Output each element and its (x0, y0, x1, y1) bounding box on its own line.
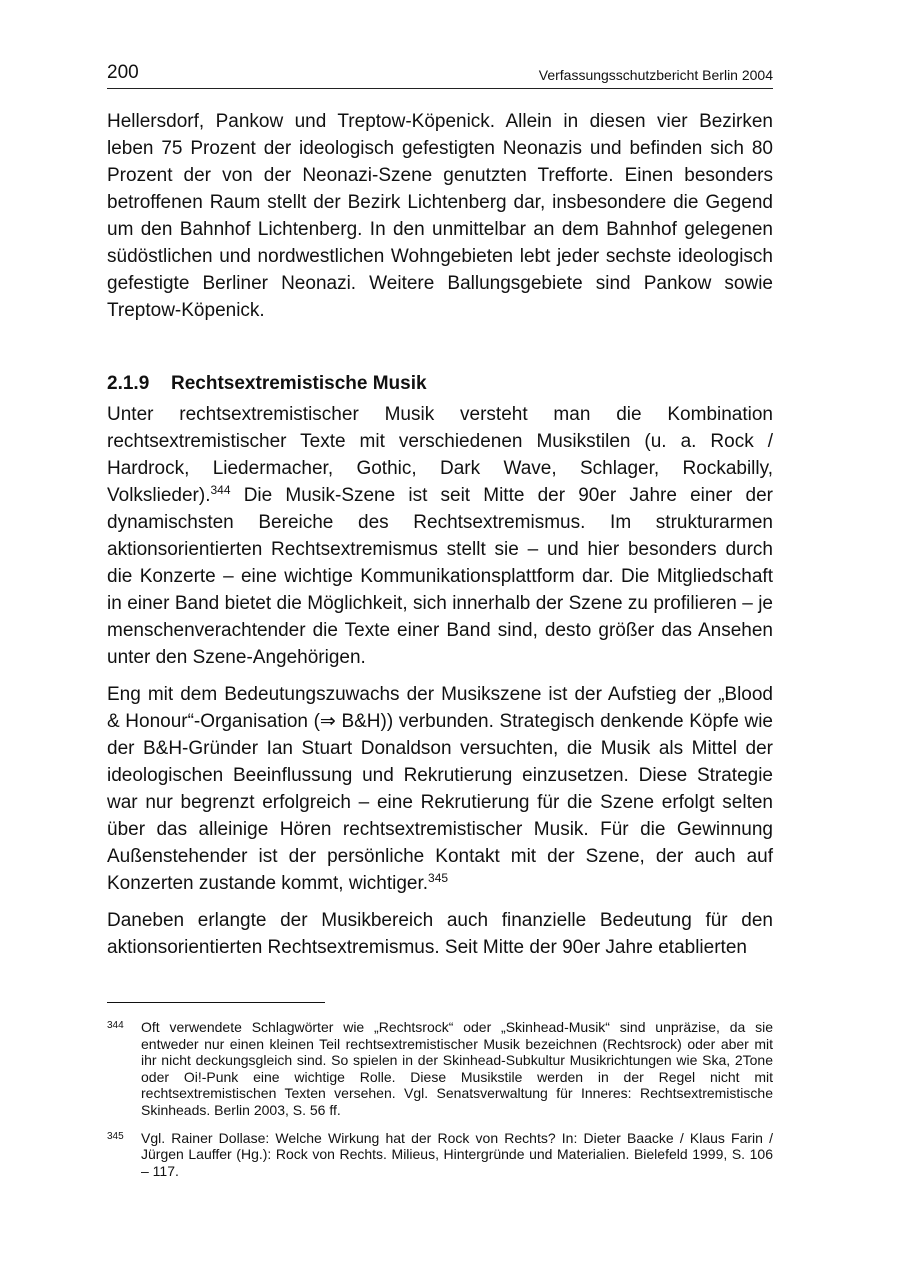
footnote-divider (107, 1002, 325, 1003)
intro-paragraph: Hellersdorf, Pankow und Treptow-Köpenick. Allein in diesen vier Bezirken leben 75 Prozent der ideologisch gefestigten Neonazis und befinden sich 80 Prozent der von der Neonazi-Szene genutzten Trefforte. Einen besonders betroffenen Raum stellt der Bezirk Lichtenberg dar, insbesondere die Gegend um den Bahnhof Lichtenberg. In den unmittelbar an dem Bahnhof gelegenen südöstlichen und nordwestlichen Wohngebieten lebt jeder sechste ideologisch gefestigte Berliner Neonazi. Weitere Ballungsgebiete sind Pankow sowie Treptow-Köpenick. (107, 111, 773, 321)
footnote-ref-345: 345 (428, 871, 449, 885)
paragraph-1-text-b: Die Musik-Szene ist seit Mitte der 90er Jahre einer der dynamischsten Bereiche des Rechtsextremismus. Im strukturarmen aktionsorientierten Rechtsextremismus stellt sie – und hier besonders durch die Konzerte – eine wichtige Kommunikationsplattform dar. Die Mitgliedschaft in einer Band bietet die Möglichkeit, sich innerhalb der Szene zu profilieren – je menschenverachtender die Texte einer Band sind, desto größer das Ansehen unter den Szene-Angehörigen. (107, 485, 773, 668)
paragraph-music-definition (107, 401, 773, 671)
paragraph-blood-honour (107, 681, 773, 897)
section-heading (107, 370, 773, 397)
section-title: Rechtsextremistische Musik (171, 373, 427, 394)
page-header (107, 62, 773, 89)
footnote-text: Oft verwendete Schlagwörter wie „Rechtsrock“ oder „Skinhead-Musik“ sind unpräzise, da sie entweder nur einen kleinen Teil rechtsextremistischer Musik bezeichnen (Rechtsrock) oder aber mit ihr nicht deckungsgleich sind. So spielen in der Skinhead-Subkultur Musikrichtungen wie Ska, 2Tone oder Oi!-Punk eine wichtige Rolle. Diese Musikstile werden in der Regel nicht mit rechtsextremistischen Texten versehen. Vgl. Senatsverwaltung für Inneres: Rechtsextremistische Skinheads. Berlin 2003, S. 56 ff. (141, 1019, 773, 1118)
paragraph-2-text: Eng mit dem Bedeutungszuwachs der Musikszene ist der Aufstieg der „Blood & Honour“-Organisation (⇒ B&H)) verbunden. Strategisch denkende Köpfe wie der B&H-Gründer Ian Stuart Donaldson versuchten, die Musik als Mittel der ideologischen Beeinflussung und Rekrutierung einzusetzen. Diese Strategie war nur begrenzt erfolgreich – eine Rekrutierung für die Szene erfolgt selten über das alleinige Hören rechtsextremistischer Musik. Für die Gewinnung Außenstehender ist der persönliche Kontakt mit der Szene, der auch auf Konzerten zustande kommt, wichtiger. (107, 684, 773, 894)
section-number: 2.1.9 (107, 373, 150, 394)
body-text (107, 108, 773, 961)
footnote-text: Vgl. Rainer Dollase: Welche Wirkung hat der Rock von Rechts? In: Dieter Baacke / Klaus Farin / Jürgen Lauffer (Hg.): Rock von Rechts. Milieus, Hintergründe und Materialien. Bielefeld 1999, S. 106 – 117. (141, 1129, 773, 1179)
page-number: 200 (107, 62, 139, 83)
footnote-mark: 345 (107, 1130, 124, 1142)
footnote-mark: 344 (107, 1020, 124, 1031)
paragraph-financial: Daneben erlangte der Musikbereich auch finanzielle Bedeutung für den aktionsorientierten Rechtsextremismus. Seit Mitte der 90er Jahre etablierten (107, 910, 773, 958)
footnote-345 (107, 1130, 773, 1180)
footnote-ref-344: 344 (210, 483, 231, 497)
paragraph-1-text-a: Unter rechtsextremistischer Musik versteht man die Kombination rechtsextremistischer Texte mit verschiedenen Musikstilen (u. a. Rock / Hardrock, Liedermacher, Gothic, Dark Wave, Schlager, Rockabilly, Volkslieder). (107, 404, 773, 506)
running-title: Verfassungsschutzbericht Berlin 2004 (538, 67, 773, 83)
footnote-344 (107, 1019, 773, 1119)
footnotes (107, 1019, 773, 1179)
